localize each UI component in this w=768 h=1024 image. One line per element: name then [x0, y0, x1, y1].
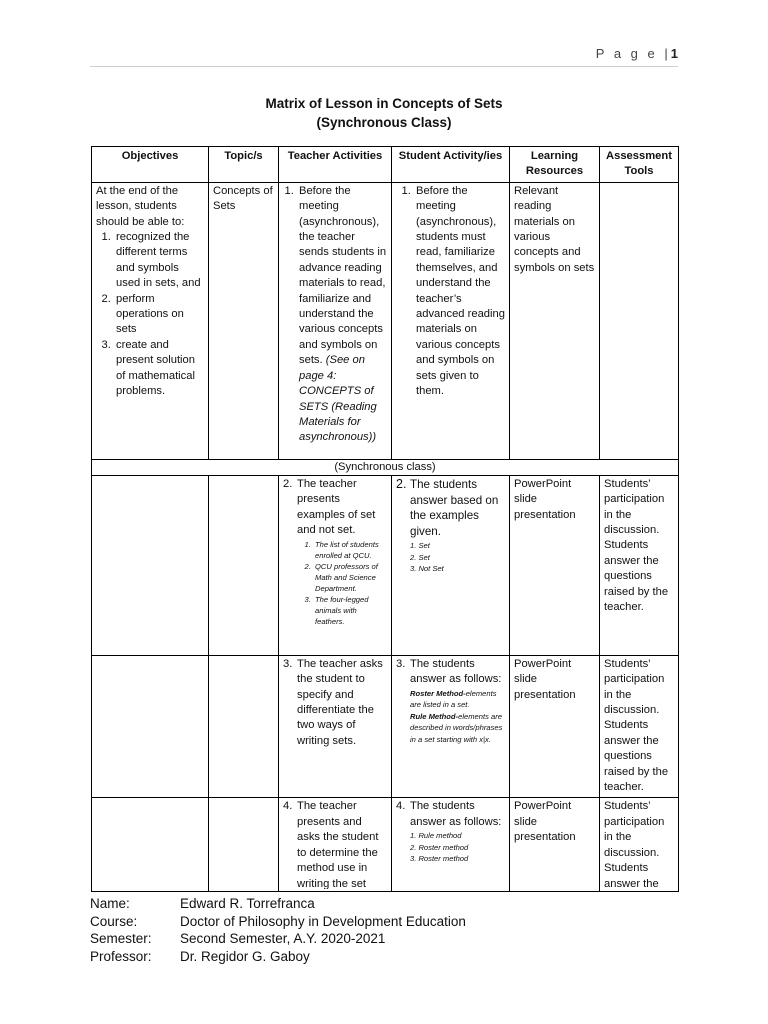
- student-activity-item: [396, 799, 505, 830]
- objective-item: 3. create and present solution of mathematical problems.: [114, 338, 204, 400]
- synchronous-class-row: [92, 459, 679, 475]
- document-title: [0, 94, 768, 132]
- student-answers: [396, 540, 505, 575]
- student-activity-text: The students answer as follows:: [410, 800, 502, 828]
- rule-method-label: Rule Method-: [410, 711, 459, 721]
- title-line-1: Matrix of Lesson in Concepts of Sets: [265, 96, 503, 111]
- rule-method-definition: [410, 711, 505, 746]
- course-value: Doctor of Philosophy in Development Education: [180, 913, 466, 929]
- title-line-2: (Synchronous Class): [316, 115, 452, 130]
- objectives-cell: [92, 655, 209, 798]
- objectives-list: [96, 230, 204, 399]
- student-activity-cell: [392, 655, 510, 798]
- resources-cell: PowerPoint slide presentation: [510, 475, 600, 655]
- header-assessment-tools: Assessment Tools: [600, 147, 679, 183]
- student-activity-cell: [392, 475, 510, 655]
- course-label: Course:: [90, 913, 138, 929]
- teacher-activity-cell: [279, 655, 392, 798]
- student-activity-item: [396, 477, 505, 540]
- example-item: 3. The four-legged animals with feathers.: [313, 594, 387, 627]
- item-number: 4.: [283, 800, 293, 813]
- resources-cell: PowerPoint slide presentation: [510, 655, 600, 798]
- professor-label: Professor:: [90, 948, 152, 964]
- teacher-activity-item: [283, 657, 387, 749]
- teacher-activity-text: The teacher presents and asks the student to determine the method use in writing the set: [297, 800, 379, 890]
- assessment-cell: [600, 182, 679, 459]
- header-learning-resources: Learning Resources: [510, 147, 600, 183]
- answer-item: 1. Rule method: [410, 831, 462, 841]
- table-header-row: [92, 147, 679, 183]
- rule-method-text: elements are described in words/phrases in a set starting with x|x.: [410, 711, 503, 744]
- example-item: 1. The list of students enrolled at QCU.: [313, 539, 387, 561]
- footer-name-row: [90, 895, 466, 913]
- student-activity-item: 1. Before the meeting (asynchronous), students must read, familiarize themselves, and understand the teacher’s advanced reading materials on various concepts and symbols on sets given to them.: [414, 184, 505, 400]
- teacher-activity-text: The teacher presents examples of set and not set.: [297, 477, 376, 537]
- footer-course-row: [90, 913, 466, 931]
- objective-item: 1. recognized the different terms and symbols used in sets, and: [114, 230, 204, 292]
- answer-item: 2. Roster method: [410, 842, 469, 852]
- synchronous-class-label: (Synchronous class): [92, 459, 679, 475]
- roster-method-text: elements are listed in a set.: [410, 688, 497, 710]
- student-answers: [396, 830, 505, 865]
- item-number: 4.: [396, 800, 406, 813]
- resources-cell: Relevant reading materials on various concepts and symbols on sets: [510, 182, 600, 459]
- student-activity-text: The students answer based on the examples given.: [410, 477, 499, 539]
- teacher-activity-note: (See on page 4: CONCEPTS of SETS (Reading Materials for asynchronous)): [299, 354, 377, 444]
- student-activity-cell: [392, 182, 510, 459]
- table-row: [92, 798, 679, 892]
- teacher-activity-cell: [279, 798, 392, 892]
- teacher-activity-item: [283, 477, 387, 539]
- objectives-cell: [92, 475, 209, 655]
- header-divider: [90, 66, 678, 67]
- item-number: 3.: [396, 657, 406, 670]
- objectives-cell: [92, 798, 209, 892]
- example-list: [297, 539, 387, 627]
- topic-cell: [209, 475, 279, 655]
- item-number: 2.: [283, 477, 293, 490]
- lesson-matrix-table: [91, 146, 679, 892]
- resources-cell: PowerPoint slide presentation: [510, 798, 600, 892]
- student-activity-item: [396, 657, 505, 688]
- answer-item: 1. Set: [410, 541, 430, 550]
- answer-item: 3. Roster method: [410, 854, 469, 864]
- item-number: 2.: [396, 476, 407, 491]
- objectives-cell: [92, 182, 209, 459]
- footer-professor-row: [90, 948, 466, 966]
- page-number-header: [596, 46, 678, 61]
- header-student-activities: Student Activity/ies: [392, 147, 510, 183]
- student-activity-list: [396, 184, 505, 400]
- table-row: [92, 475, 679, 655]
- header-objectives: Objectives: [92, 147, 209, 183]
- roster-method-label: Roster Method-: [410, 688, 466, 698]
- professor-value: Dr. Regidor G. Gaboy: [180, 948, 310, 964]
- teacher-activity-text: Before the meeting (asynchronous), the teacher sends students in advance reading materials to read, familiarize and understand the various concepts and symbols on sets.: [299, 184, 387, 367]
- page-label: P a g e: [595, 46, 658, 61]
- roster-method-definition: [410, 688, 505, 711]
- student-activity-cell: [392, 798, 510, 892]
- semester-label: Semester:: [90, 931, 152, 946]
- teacher-activity-cell: [279, 182, 392, 459]
- answer-item: 2. Set: [410, 552, 430, 562]
- topic-cell: [209, 798, 279, 892]
- topic-cell: [209, 655, 279, 798]
- teacher-activity-list: [283, 184, 387, 446]
- page-separator: |: [664, 46, 671, 61]
- teacher-activity-text: The teacher asks the student to specify and differentiate the two ways of writing sets.: [297, 657, 383, 747]
- objectives-intro: At the end of the lesson, students should be able to:: [96, 184, 185, 228]
- footer-semester-row: [90, 930, 466, 948]
- student-activity-text: The students answer as follows:: [410, 657, 502, 686]
- semester-value: Second Semester, A.Y. 2020-2021: [180, 931, 386, 946]
- item-number: 3.: [283, 657, 293, 670]
- header-topics: Topic/s: [209, 147, 279, 183]
- teacher-activity-item: [283, 799, 387, 889]
- assessment-cell: Students’ participation in the discussion. Students answer the questions raised by the teacher.: [600, 655, 679, 798]
- teacher-activity-cell: [279, 475, 392, 655]
- assessment-text: Students’ participation in the discussion. Students answer the: [604, 800, 665, 890]
- example-item: 2. QCU professors of Math and Science Department.: [313, 561, 387, 594]
- assessment-cell: Students’ participation in the discussion. Students answer the questions raised by the teacher.: [600, 475, 679, 655]
- page-number: 1: [670, 46, 678, 61]
- table-row: [92, 182, 679, 459]
- answer-item: 3. Not Set: [410, 564, 444, 573]
- objective-item: 2. perform operations on sets: [114, 292, 204, 338]
- author-info: [90, 895, 466, 965]
- name-label: Name:: [90, 896, 130, 911]
- teacher-activity-item: [297, 184, 387, 446]
- header-teacher-activities: Teacher Activities: [279, 147, 392, 183]
- assessment-cell: [600, 798, 679, 892]
- topic-cell: Concepts of Sets: [209, 182, 279, 459]
- name-value: Edward R. Torrefranca: [180, 896, 315, 911]
- method-definitions: [396, 688, 505, 746]
- table-row: [92, 655, 679, 798]
